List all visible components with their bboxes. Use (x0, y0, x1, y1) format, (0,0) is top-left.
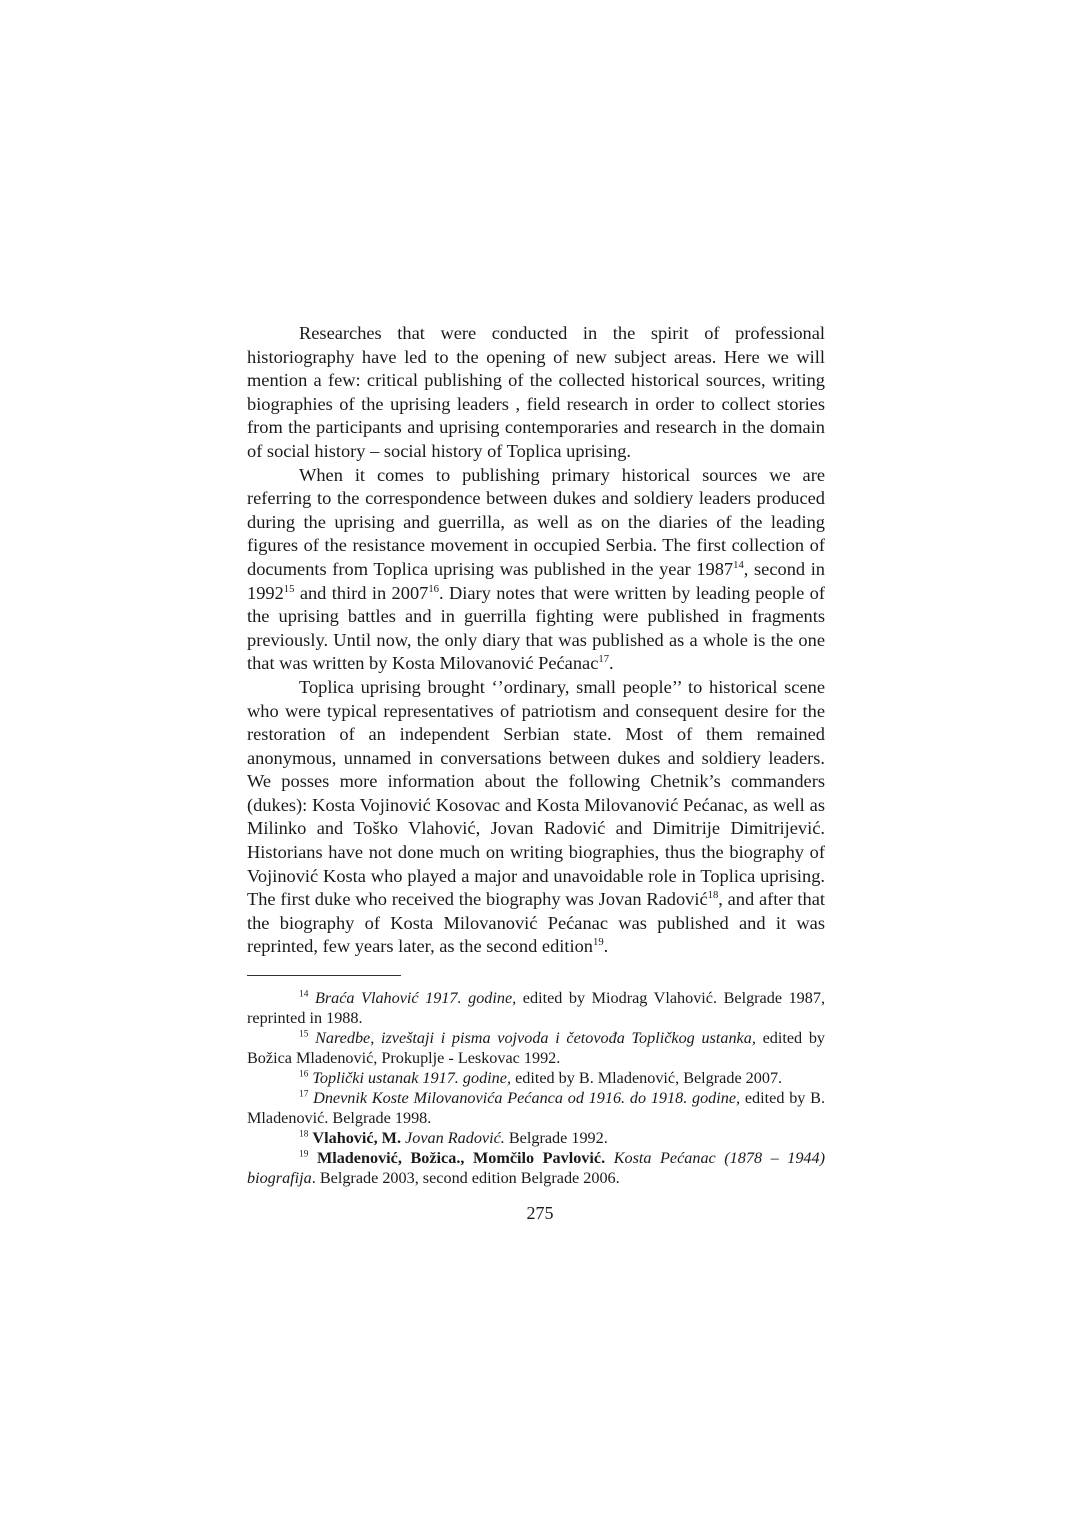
footnote-18: $^{18}$ Vlahović, M. Jovan Radović. Belgrade 1992. (299, 1129, 608, 1147)
paragraph-3: Toplica uprising brought ‘’ordinary, small people’’ to historical scene who were typical representatives of patriotism and consequent desire for the restoration of an independent Serbian state. Most of them remained anonymous, unnamed in conversations between dukes and soldiery leaders. We posses more information about the following Chetnik’s commanders (dukes): Kosta Vojinović Kosovac and Kosta Milovanović Pećanac, as well as Milinko and Toško Vlahović, Jovan Radović and Dimitrije Dimitrijević. Historians have not done much on writing biographies, thus the biography of Vojinović Kosta who played a major and unavoidable role in Toplica uprising. The first duke who received the biography was Jovan Radović$^{18}$, and after that the biography of Kosta Milovanović Pećanac was published and it was reprinted, few years later, as the second edition$^{19}$. (247, 676, 825, 957)
footnote-ref-18[interactable]: 18 (707, 889, 719, 902)
footnote-16: $^{16}$ Toplički ustanak 1917. godine, edited by B. Mladenović, Belgrade 2007. (299, 1069, 783, 1087)
footnote-ref-19[interactable]: 19 (593, 936, 604, 949)
footnote-ref-17[interactable]: 17 (598, 653, 610, 666)
footnote-19: $^{19}$ Mladenović, Božica., Momčilo Pavlović. Kosta Pećanac (1878 – 1944) biografija. Belgrade 2003, second edition Belgrade 2006. (247, 1149, 826, 1187)
footnote-15: $^{15}$ Naredbe, izveštaji i pisma vojvoda i četovođa Topličkog ustanka, edited by Božica Mladenović, Prokuplje - Leskovac 1992. (247, 1029, 826, 1067)
footnote-ref-15[interactable]: 15 (283, 582, 295, 595)
paragraph-2: When it comes to publishing primary historical sources we are referring to the correspondence between dukes and soldiery leaders produced during the uprising and guerrilla, as well as on the diaries of the leading figures of the resistance movement in occupied Serbia. The first collection of documents from Toplica uprising was published in the year 1987$^{14}$, second in 1992$^{15}$ and third in 2007$^{16}$. Diary notes that were written by leading people of the uprising battles and in guerrilla fighting were published in fragments previously. Until now, the only diary that was published as a whole is the one that was written by Kosta Milovanović Pećanac$^{17}$. (247, 464, 826, 674)
page-number: 275 (526, 1203, 554, 1223)
footnote-separator (247, 975, 401, 976)
footnote-ref-14[interactable]: 14 (733, 558, 744, 571)
footnote-ref-16[interactable]: 16 (428, 582, 439, 595)
footnote-14: $^{14}$ Braća Vlahović 1917. godine, edited by Miodrag Vlahović. Belgrade 1987, reprinted in 1988. (247, 989, 825, 1027)
body-text (247, 322, 825, 959)
paragraph-1: Researches that were conducted in the spirit of professional historiography have led to the opening of new subject areas. Here we will mention a few: critical publishing of the collected historical sources, writing biographies of the uprising leaders , field research in order to collect stories from the participants and uprising contemporaries and research in the domain of social history – social history of Toplica uprising. (247, 323, 825, 461)
footnote-17: $^{17}$ Dnevnik Koste Milovanovića Pećanca od 1916. do 1918. godine, edited by B. Mladenović. Belgrade 1998. (247, 1089, 825, 1127)
footnotes (247, 988, 825, 1188)
